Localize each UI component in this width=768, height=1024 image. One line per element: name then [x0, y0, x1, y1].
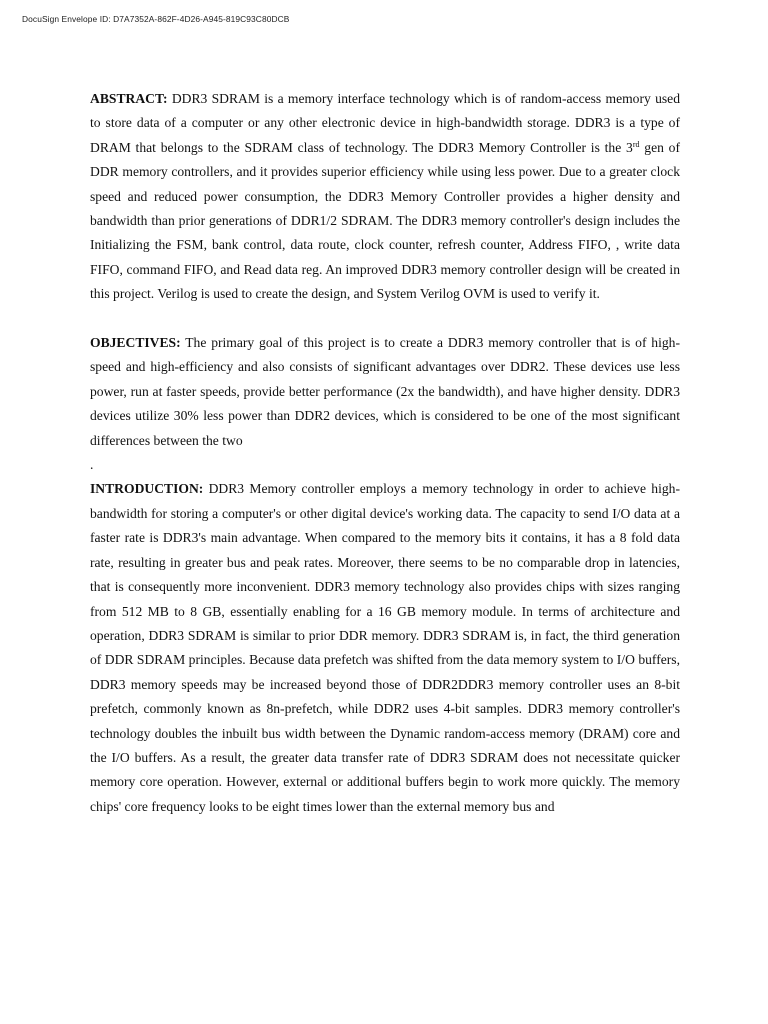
- abstract-text: DDR3 SDRAM is a memory interface technology which is of random-access memory used to store data of a computer or any other electronic device in high-bandwidth storage. DDR3 is a type of DRAM that belongs to the SDRAM class of technology. The DDR3 Memory Controller is the 3: [90, 91, 680, 155]
- ordinal-superscript: rd: [632, 139, 640, 149]
- introduction-paragraph: [90, 477, 680, 819]
- docusign-envelope-id: DocuSign Envelope ID: D7A7352A-862F-4D26-A945-819C93C80DCB: [22, 14, 290, 24]
- introduction-text: DDR3 Memory controller employs a memory technology in order to achieve high-bandwidth for storing a computer's or other digital device's working data. The capacity to send I/O data at a faster rate is DDR3's main advantage. When compared to the memory bits it contains, it has a 8 fold data rate, resulting in greater bus and peak rates. Moreover, there seems to be no comparable drop in latencies, that is consequently more inconvenient. DDR3 memory technology also provides chips with sizes ranging from 512 MB to 8 GB, essentially enabling for a 16 GB memory module. In terms of architecture and operation, DDR3 SDRAM is similar to prior DDR memory. DDR3 SDRAM is, in fact, the third generation of DDR SDRAM principles. Because data prefetch was shifted from the data memory system to I/O buffers, DDR3 memory speeds may be increased beyond those of DDR2DDR3 memory controller uses an 8-bit prefetch, commonly known as 8n-prefetch, while DDR2 uses 4-bit samples. DDR3 memory controller's technology doubles the inbuilt bus width between the Dynamic random-access memory (DRAM) core and the I/O buffers. As a result, the greater data transfer rate of DDR3 SDRAM does not necessitate quicker memory core operation. However, external or additional buffers begin to work more quickly. The memory chips' core frequency looks to be eight times lower than the external memory bus and: [90, 481, 680, 814]
- objectives-heading: OBJECTIVES:: [90, 335, 181, 351]
- abstract-heading: ABSTRACT:: [90, 91, 168, 106]
- introduction-heading: INTRODUCTION:: [90, 481, 204, 497]
- abstract-text-continued: gen of DDR memory controllers, and it provides superior efficiency while using less power. Due to a greater clock speed and reduced power consumption, the DDR3 Memory Controller provides a higher density and bandwidth than prior generations of DDR1/2 SDRAM. The DDR3 memory controller's design includes the Initializing the FSM, bank control, data route, clock counter, refresh counter, Address FIFO, , write data FIFO, command FIFO, and Read data reg. An improved DDR3 memory controller design will be created in this project. Verilog is used to create the design, and System Verilog OVM is used to verify it.: [90, 139, 680, 302]
- abstract-paragraph: [90, 87, 680, 307]
- paragraph-gap: [90, 307, 680, 331]
- document-body: [90, 87, 680, 819]
- objectives-paragraph: [90, 331, 680, 453]
- objectives-text: The primary goal of this project is to create a DDR3 memory controller that is of high-speed and high-efficiency and also consists of significant advantages over DDR2. These devices use less power, run at faster speeds, provide better performance (2x the bandwidth), and have higher density. DDR3 devices utilize 30% less power than DDR2 devices, which is considered to be one of the most significant differences between the two: [90, 335, 680, 448]
- stray-period: .: [90, 457, 94, 473]
